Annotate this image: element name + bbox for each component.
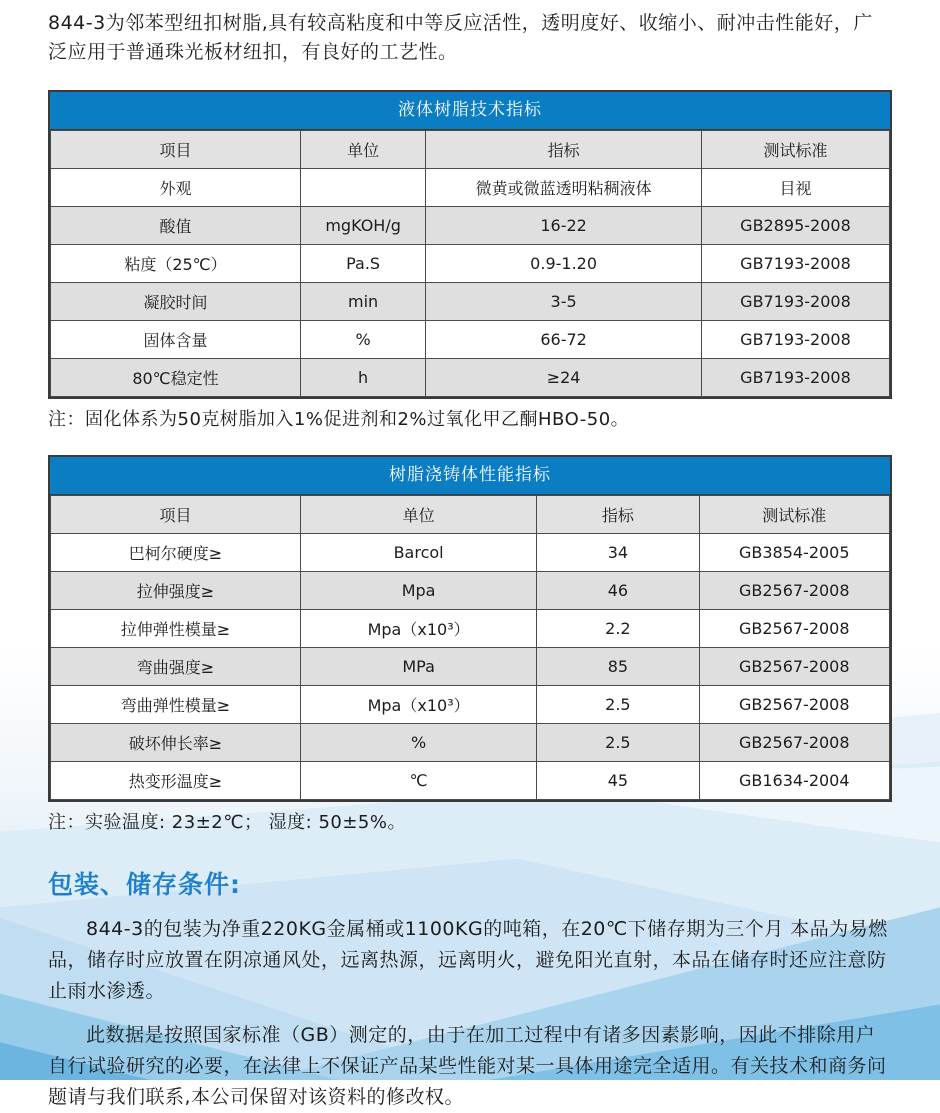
table-cell: GB3854-2005	[699, 534, 889, 572]
casting-table-wrap	[48, 455, 892, 802]
table-cell: Pa.S	[300, 245, 425, 283]
table-cell: 拉伸弹性模量≥	[51, 610, 301, 648]
column-header: 单位	[300, 131, 425, 169]
table-cell: Barcol	[300, 534, 536, 572]
table-row	[51, 283, 890, 321]
column-header: 单位	[300, 496, 536, 534]
table-row	[51, 321, 890, 359]
table-cell: 34	[537, 534, 699, 572]
liquid-resin-section	[48, 90, 892, 432]
table-header-row	[51, 496, 890, 534]
table-cell: 粘度（25℃）	[51, 245, 301, 283]
table-cell: GB7193-2008	[701, 245, 889, 283]
table-cell: Mpa	[300, 572, 536, 610]
column-header: 项目	[51, 496, 301, 534]
table-row	[51, 686, 890, 724]
document-content	[48, 0, 892, 1113]
table-cell: ℃	[300, 762, 536, 800]
table-cell: 拉伸强度≥	[51, 572, 301, 610]
table-cell: 破坏伸长率≥	[51, 724, 301, 762]
table-cell: MPa	[300, 648, 536, 686]
disclaimer-paragraph: 此数据是按照国家标准（GB）测定的，由于在加工过程中有诸多因素影响，因此不排除用户自行试验研究的必要，在法律上不保证产品某些性能对某一具体用途完全适用。有关技术和商务问题请与我们联系,本公司保留对该资料的修改权。	[48, 1024, 887, 1108]
table-row	[51, 359, 890, 397]
table-row	[51, 762, 890, 800]
table-row	[51, 572, 890, 610]
table-cell: 酸值	[51, 207, 301, 245]
table-cell: 弯曲弹性模量≥	[51, 686, 301, 724]
column-header: 指标	[426, 131, 702, 169]
table-cell: GB2567-2008	[699, 686, 889, 724]
table-cell: GB2895-2008	[701, 207, 889, 245]
table-cell: min	[300, 283, 425, 321]
table-cell: 2.5	[537, 686, 699, 724]
column-header: 项目	[51, 131, 301, 169]
table-cell: %	[300, 724, 536, 762]
table-cell: 46	[537, 572, 699, 610]
table-cell: 弯曲强度≥	[51, 648, 301, 686]
table-cell: GB7193-2008	[701, 321, 889, 359]
packaging-storage-section	[48, 865, 892, 1113]
liquid-resin-note: 注：固化体系为50克树脂加入1%促进剂和2%过氧化甲乙酮HBO-50。	[48, 409, 630, 430]
table-cell: 0.9-1.20	[426, 245, 702, 283]
table-cell: 固体含量	[51, 321, 301, 359]
packaging-storage-heading: 包装、储存条件:	[48, 870, 241, 899]
table-cell: GB1634-2004	[699, 762, 889, 800]
table-cell: ≥24	[426, 359, 702, 397]
table-cell: h	[300, 359, 425, 397]
table-cell: GB2567-2008	[699, 648, 889, 686]
table-cell: 外观	[51, 169, 301, 207]
table-cell: 凝胶时间	[51, 283, 301, 321]
table-header-row	[51, 131, 890, 169]
table-row	[51, 648, 890, 686]
casting-performance-table	[50, 495, 890, 800]
table-row	[51, 724, 890, 762]
table-cell: 巴柯尔硬度≥	[51, 534, 301, 572]
table-cell: 热变形温度≥	[51, 762, 301, 800]
table-cell: mgKOH/g	[300, 207, 425, 245]
casting-note: 注：实验温度: 23±2℃； 湿度: 50±5%。	[48, 812, 406, 833]
table-cell: 2.5	[537, 724, 699, 762]
table-cell: GB7193-2008	[701, 283, 889, 321]
casting-table-title: 树脂浇铸体性能指标	[50, 457, 890, 495]
table-cell: %	[300, 321, 425, 359]
table-row	[51, 534, 890, 572]
casting-performance-section	[48, 455, 892, 835]
liquid-resin-table-wrap	[48, 90, 892, 399]
storage-paragraph: 844-3的包装为净重220KG金属桶或1100KG的吨箱，在20℃下储存期为三个月 本品为易燃品，储存时应放置在阴凉通风处，远离热源，远离明火，避免阳光直射，本品在储存时还应注意防止雨水渗透。	[48, 918, 888, 1002]
table-cell: 66-72	[426, 321, 702, 359]
table-cell: 16-22	[426, 207, 702, 245]
table-cell: 80℃稳定性	[51, 359, 301, 397]
table-cell: 2.2	[537, 610, 699, 648]
table-row	[51, 169, 890, 207]
column-header: 测试标准	[701, 131, 889, 169]
table-cell: 45	[537, 762, 699, 800]
table-cell: GB2567-2008	[699, 572, 889, 610]
liquid-resin-spec-table	[50, 130, 890, 397]
column-header: 测试标准	[699, 496, 889, 534]
table-row	[51, 207, 890, 245]
table-cell: Mpa（x10³）	[300, 610, 536, 648]
intro-paragraph: 844-3为邻苯型纽扣树脂,具有较高粘度和中等反应活性，透明度好、收缩小、耐冲击性能好，广泛应用于普通珠光板材纽扣，有良好的工艺性。	[48, 12, 873, 63]
table-row	[51, 610, 890, 648]
table-cell: 目视	[701, 169, 889, 207]
table-cell	[300, 169, 425, 207]
column-header: 指标	[537, 496, 699, 534]
table-cell: Mpa（x10³）	[300, 686, 536, 724]
table-cell: GB2567-2008	[699, 724, 889, 762]
table-cell: 3-5	[426, 283, 702, 321]
table-cell: GB2567-2008	[699, 610, 889, 648]
table-row	[51, 245, 890, 283]
liquid-resin-table-title: 液体树脂技术指标	[50, 92, 890, 130]
table-cell: 微黄或微蓝透明粘稠液体	[426, 169, 702, 207]
table-cell: 85	[537, 648, 699, 686]
table-cell: GB7193-2008	[701, 359, 889, 397]
